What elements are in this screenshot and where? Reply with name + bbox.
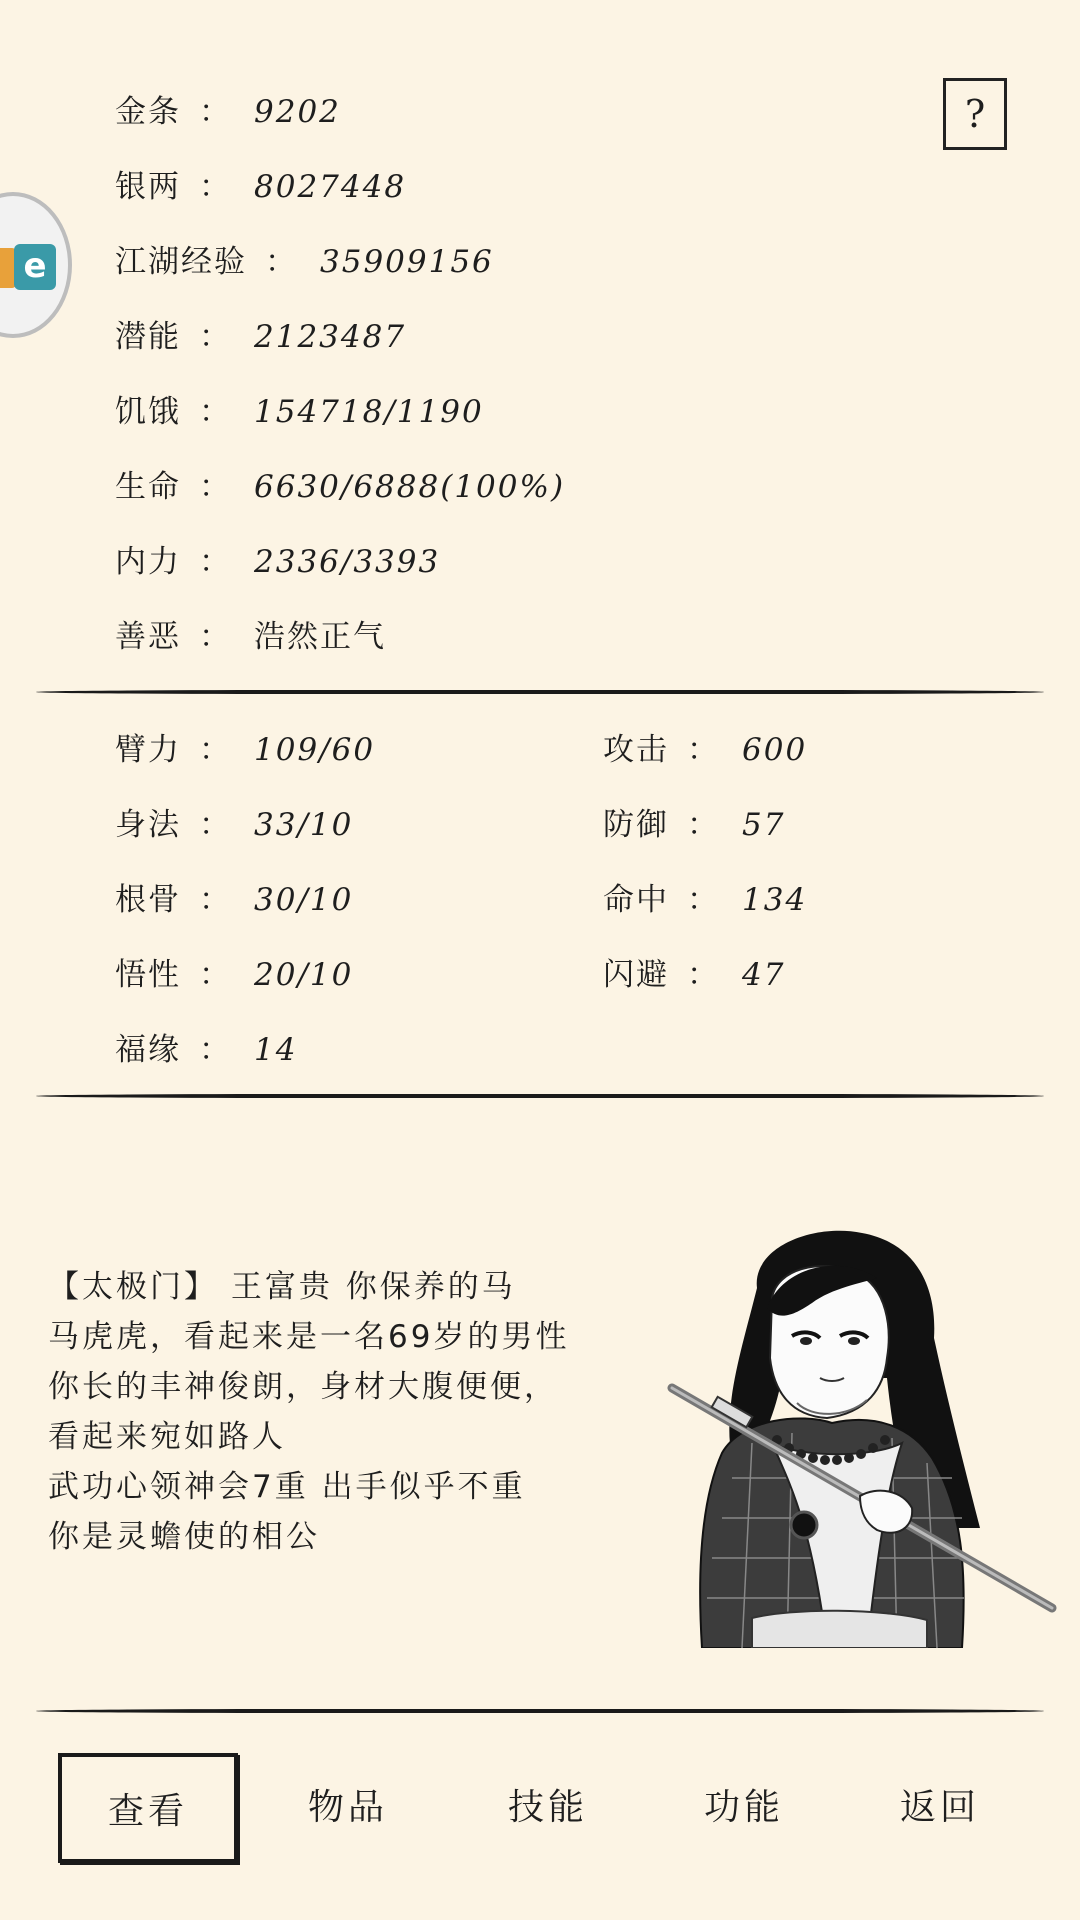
stat-value: 2336/3393 <box>254 544 441 580</box>
stat-value: 154718/1190 <box>254 394 484 430</box>
stat-label: 生命 <box>115 469 181 505</box>
stat-label: 潜能 <box>115 319 181 355</box>
attr-constitution: 根骨 ： 30/10 <box>115 882 354 918</box>
stat-morality: 善恶 ： 浩然正气 <box>115 619 386 655</box>
help-button[interactable]: ? <box>943 78 1007 150</box>
stat-life: 生命 ： 6630/6888(100%) <box>115 469 566 505</box>
stat-value: 9202 <box>254 94 341 130</box>
attr-luck: 福缘 ： 14 <box>115 1032 298 1068</box>
attr-dodge: 闪避 ： 47 <box>603 957 786 993</box>
description-line: 【太极门】 王富贵 你保养的马 <box>48 1269 516 1305</box>
tab-functions[interactable]: 功能 <box>703 1787 784 1828</box>
divider <box>36 690 1044 694</box>
character-portrait <box>662 1228 1062 1648</box>
attr-intelligence: 悟性 ： 20/10 <box>115 957 354 993</box>
stat-value: 6630/6888(100%) <box>254 469 566 505</box>
description-line: 马虎虎，看起来是一名69岁的男性 <box>48 1319 570 1355</box>
description-line: 看起来宛如路人 <box>48 1419 286 1455</box>
attr-strength: 臂力 ： 109/60 <box>115 732 376 768</box>
attr-accuracy: 命中 ： 134 <box>603 882 808 918</box>
stat-gold: 金条 ： 9202 <box>115 94 341 130</box>
stat-potential: 潜能 ： 2123487 <box>115 319 407 355</box>
stat-silver: 银两 ： 8027448 <box>115 169 407 205</box>
stat-value: 浩然正气 <box>254 619 386 655</box>
tab-back[interactable]: 返回 <box>899 1787 980 1828</box>
character-description <box>48 1262 628 1562</box>
description-line: 你长的丰神俊朗，身材大腹便便， <box>48 1369 558 1405</box>
stat-value: 8027448 <box>254 169 407 205</box>
attr-agility: 身法 ： 33/10 <box>115 807 354 843</box>
attr-defense: 防御 ： 57 <box>603 807 786 843</box>
divider <box>36 1094 1044 1098</box>
description-line: 武功心领神会7重 出手似乎不重 <box>48 1469 526 1505</box>
stat-value: 35909156 <box>320 244 494 280</box>
assistant-logo-letter: e <box>14 244 56 290</box>
attr-attack: 攻击 ： 600 <box>603 732 808 768</box>
stat-label: 饥饿 <box>115 394 181 430</box>
tab-view[interactable]: 查看 <box>58 1753 238 1863</box>
tab-skills[interactable]: 技能 <box>507 1787 588 1828</box>
stat-label: 银两 <box>115 169 181 205</box>
stat-hunger: 饥饿 ： 154718/1190 <box>115 394 484 430</box>
stat-inner-power: 内力 ： 2336/3393 <box>115 544 441 580</box>
stat-label: 善恶 <box>115 619 181 655</box>
stat-label: 内力 <box>115 544 181 580</box>
divider <box>36 1709 1044 1713</box>
stat-experience: 江湖经验 ： 35909156 <box>115 244 494 280</box>
floating-assistant-button[interactable] <box>0 192 72 338</box>
tab-items[interactable]: 物品 <box>307 1787 388 1828</box>
stat-label: 金条 <box>115 94 181 130</box>
stat-value: 2123487 <box>254 319 407 355</box>
stat-label: 江湖经验 <box>115 244 247 280</box>
description-line: 你是灵蟾使的相公 <box>48 1519 320 1555</box>
